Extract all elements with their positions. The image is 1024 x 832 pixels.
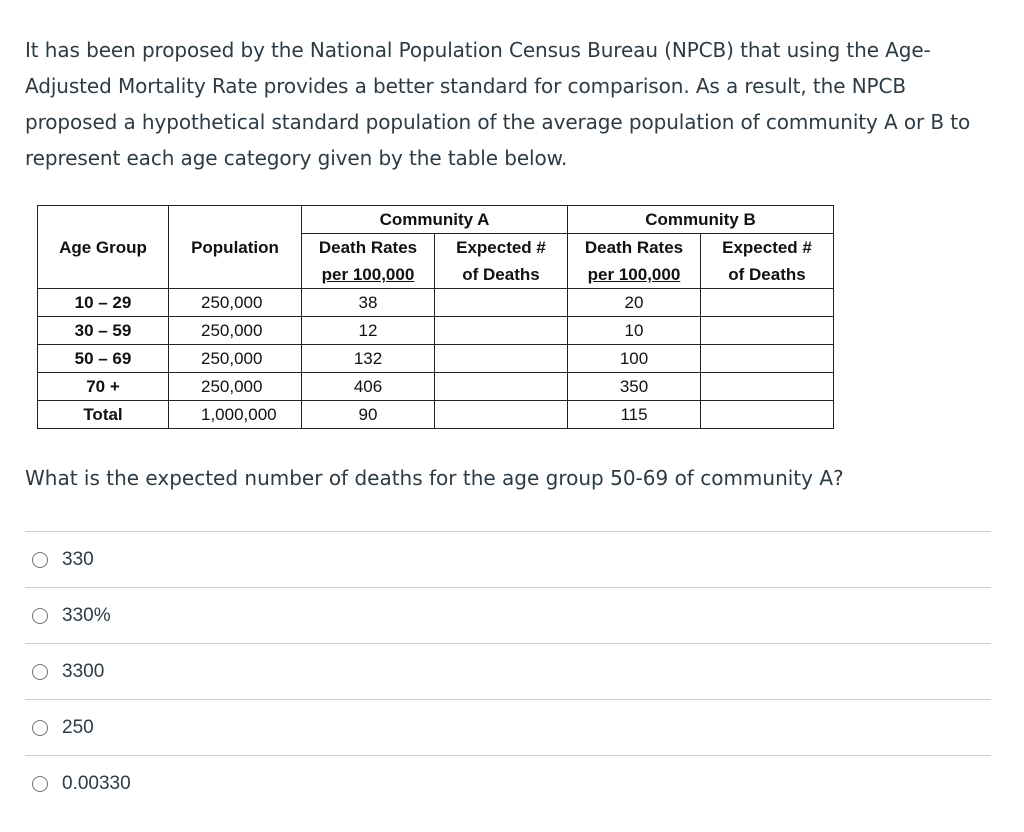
- table-row: [38, 345, 834, 373]
- mortality-data-table: [37, 205, 834, 429]
- table-row: [38, 401, 834, 429]
- expected-a-cell: [435, 289, 568, 317]
- expected-a-cell: [435, 317, 568, 345]
- empty-header-cell: [38, 261, 169, 289]
- answer-option[interactable]: [25, 699, 991, 755]
- answer-option[interactable]: [25, 587, 991, 643]
- radio-button[interactable]: [32, 608, 48, 624]
- expected-b-cell: [701, 317, 834, 345]
- answer-label[interactable]: 330: [62, 548, 94, 570]
- population-cell: 250,000: [169, 289, 302, 317]
- answer-label[interactable]: 0.00330: [62, 772, 131, 794]
- empty-header-cell: [38, 206, 169, 234]
- question-intro-text: It has been proposed by the National Population Census Bureau (NPCB) that using the Age-Adjusted Mortality Rate provides a better standard for comparison. As a result, the NPCB proposed a hypothetical standard population of the average population of community A or B to represent each age category given by the table below.: [25, 38, 971, 170]
- expected-deaths-header-a: Expected #: [435, 234, 568, 262]
- rate-a-cell: 90: [302, 401, 435, 429]
- rate-a-cell: 132: [302, 345, 435, 373]
- population-cell: 1,000,000: [169, 401, 302, 429]
- rate-b-cell: 350: [568, 373, 701, 401]
- rate-b-cell: 115: [568, 401, 701, 429]
- of-deaths-header-a: of Deaths: [435, 261, 568, 289]
- death-rates-header-b: Death Rates: [568, 234, 701, 262]
- rate-b-cell: 100: [568, 345, 701, 373]
- expected-a-cell: [435, 373, 568, 401]
- expected-b-cell: [701, 373, 834, 401]
- per-100000-header-a: per 100,000: [302, 261, 435, 289]
- age-cell: 10 – 29: [38, 289, 169, 317]
- rate-a-cell: 12: [302, 317, 435, 345]
- per-100000-header-b: per 100,000: [568, 261, 701, 289]
- of-deaths-header-b: of Deaths: [701, 261, 834, 289]
- rate-a-cell: 406: [302, 373, 435, 401]
- table-row: [38, 373, 834, 401]
- answer-label[interactable]: 250: [62, 716, 94, 738]
- rate-a-cell: 38: [302, 289, 435, 317]
- mortality-table: [37, 205, 834, 429]
- age-cell: 70 +: [38, 373, 169, 401]
- empty-header-cell: [169, 261, 302, 289]
- population-cell: 250,000: [169, 345, 302, 373]
- expected-a-cell: [435, 345, 568, 373]
- answer-options: [25, 531, 991, 811]
- answer-label[interactable]: 3300: [62, 660, 105, 682]
- community-a-header: Community A: [302, 206, 568, 234]
- radio-button[interactable]: [32, 720, 48, 736]
- radio-button[interactable]: [32, 776, 48, 792]
- population-cell: 250,000: [169, 317, 302, 345]
- death-rates-header-a: Death Rates: [302, 234, 435, 262]
- age-cell: 30 – 59: [38, 317, 169, 345]
- age-group-header: Age Group: [38, 234, 169, 262]
- expected-b-cell: [701, 289, 834, 317]
- expected-b-cell: [701, 345, 834, 373]
- population-header: Population: [169, 234, 302, 262]
- age-cell: 50 – 69: [38, 345, 169, 373]
- age-cell: Total: [38, 401, 169, 429]
- answer-option[interactable]: [25, 643, 991, 699]
- answer-label[interactable]: 330%: [62, 604, 111, 626]
- answer-option[interactable]: [25, 531, 991, 587]
- question-text: What is the expected number of deaths for the age group 50-69 of community A?: [25, 466, 844, 490]
- expected-a-cell: [435, 401, 568, 429]
- community-b-header: Community B: [568, 206, 834, 234]
- expected-b-cell: [701, 401, 834, 429]
- empty-header-cell: [169, 206, 302, 234]
- population-cell: 250,000: [169, 373, 302, 401]
- table-row: [38, 289, 834, 317]
- radio-button[interactable]: [32, 664, 48, 680]
- rate-b-cell: 20: [568, 289, 701, 317]
- radio-button[interactable]: [32, 552, 48, 568]
- answer-option[interactable]: [25, 755, 991, 811]
- table-row: [38, 317, 834, 345]
- rate-b-cell: 10: [568, 317, 701, 345]
- expected-deaths-header-b: Expected #: [701, 234, 834, 262]
